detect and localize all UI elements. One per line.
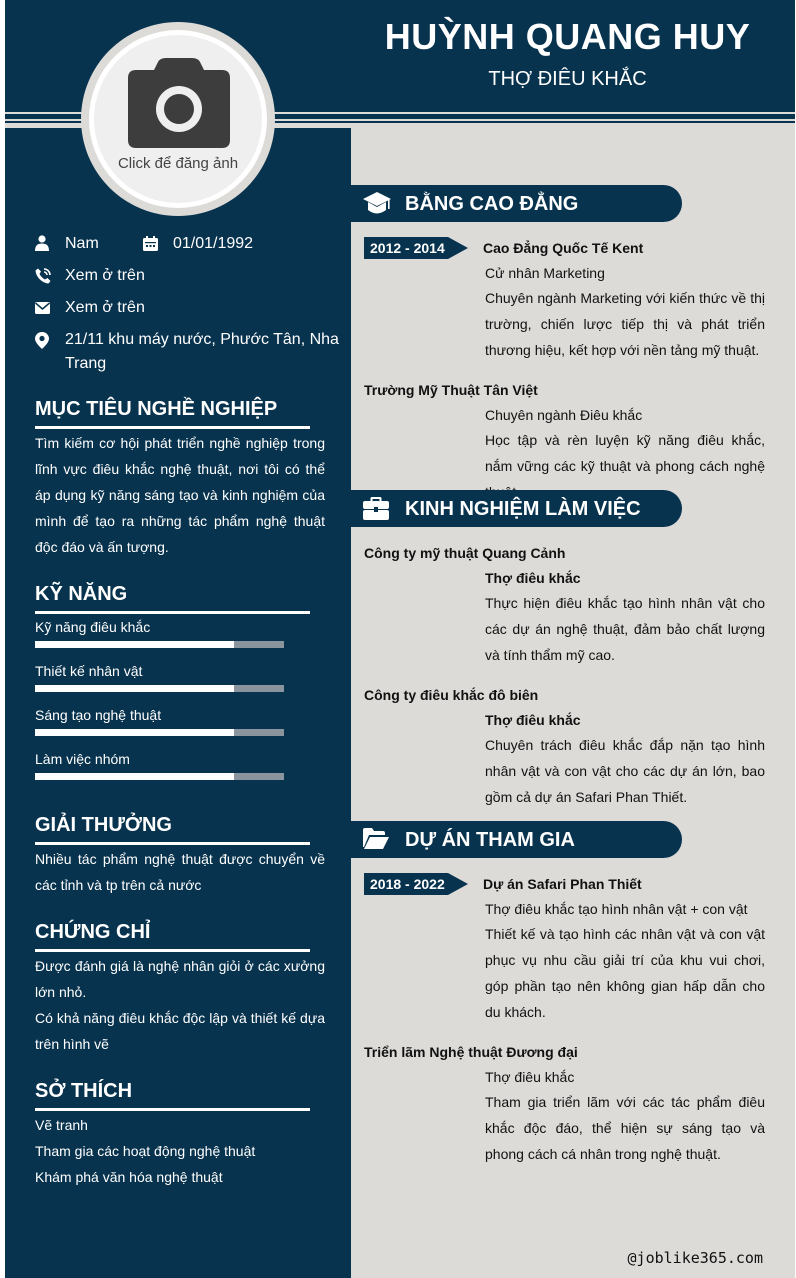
project-role: Thợ điêu khắc xyxy=(485,1069,575,1085)
email-value: Xem ở trên xyxy=(65,299,145,316)
skill-bar xyxy=(35,729,284,736)
gender-value: Nam xyxy=(65,235,99,252)
projects-banner xyxy=(350,821,682,858)
education-title: BẰNG CAO ĐẲNG xyxy=(405,193,579,215)
project-desc: Tham gia triển lãm với các tác phẩm điêu khắc độc đáo, thể hiện sự sáng tạo và phong cách cá nhân trong nghệ thuật. xyxy=(485,1094,765,1162)
camera-icon[interactable] xyxy=(126,58,232,155)
skill-bar-fill xyxy=(35,729,234,736)
awards-text: Nhiều tác phẩm nghệ thuật được chuyển về các tỉnh và tp trên cả nước xyxy=(35,851,325,893)
project-name: Dự án Safari Phan Thiết xyxy=(483,876,642,892)
education-school: Cao Đẳng Quốc Tế Kent xyxy=(483,240,644,256)
awards-title: GIẢI THƯỞNG xyxy=(35,814,172,836)
footer-credit: @joblike365.com xyxy=(627,1249,763,1267)
skill-bar xyxy=(35,641,284,648)
project-name: Triển lãm Nghệ thuật Đương đại xyxy=(364,1044,578,1060)
education-date: 2012 - 2014 xyxy=(370,240,445,256)
hobby-item: Khám phá văn hóa nghệ thuật xyxy=(35,1169,223,1185)
sidebar xyxy=(5,128,351,1278)
phone-value: Xem ở trên xyxy=(65,267,145,284)
birthday-value: 01/01/1992 xyxy=(173,235,254,252)
certificates-title: CHỨNG CHỈ xyxy=(35,921,151,943)
objective-title: MỤC TIÊU NGHỀ NGHIỆP xyxy=(35,398,278,420)
education-degree: Cử nhân Marketing xyxy=(485,265,605,281)
cv-page xyxy=(5,0,795,1278)
certificate-item: Có khả năng điêu khắc độc lập và thiết kế dựa trên hình vẽ xyxy=(35,1010,325,1052)
hobby-item: Vẽ tranh xyxy=(35,1117,88,1133)
experience-company: Công ty điêu khắc đô biên xyxy=(364,687,539,703)
folder-open-icon xyxy=(363,827,389,854)
skill-label: Thiết kế nhân vật xyxy=(35,663,143,679)
experience-title: KINH NGHIỆM LÀM VIỆC xyxy=(405,498,641,520)
experience-desc: Thực hiện điêu khắc tạo hình nhân vật cho các dự án nghệ thuật, đảm bảo chất lượng và tính thẩm mỹ cao. xyxy=(485,595,765,663)
education-desc: Chuyên ngành Marketing với kiến thức về thị trường, chiến lược tiếp thị và phát triển thương hiệu, kết hợp với nền tảng mỹ thuật. xyxy=(485,290,765,358)
skill-bar-fill xyxy=(35,641,234,648)
job-title: THỢ ĐIÊU KHẮC xyxy=(488,68,647,90)
mail-icon xyxy=(35,301,51,317)
skill-bar xyxy=(35,685,284,692)
experience-company: Công ty mỹ thuật Quang Cảnh xyxy=(364,545,566,561)
user-icon xyxy=(35,235,51,251)
hobbies-title: SỞ THÍCH xyxy=(35,1080,133,1102)
projects-title: DỰ ÁN THAM GIA xyxy=(405,829,575,851)
skill-bar xyxy=(35,773,284,780)
skill-label: Sáng tạo nghệ thuật xyxy=(35,707,162,723)
calendar-icon xyxy=(143,236,159,252)
phone-icon xyxy=(35,268,51,284)
location-icon xyxy=(35,332,51,348)
project-date: 2018 - 2022 xyxy=(370,876,445,892)
objective-text: Tìm kiếm cơ hội phát triển nghề nghiệp trong lĩnh vực điêu khắc nghệ thuật, nơi tôi có thể áp dụng kỹ năng sáng tạo và kinh nghiệm của mình để tạo ra những tác phẩm nghệ thuật độc đáo và ấn tượng. xyxy=(35,435,325,555)
experience-banner xyxy=(350,490,682,527)
experience-role: Thợ điêu khắc xyxy=(485,570,581,586)
awards-divider xyxy=(35,842,310,845)
candidate-name: HUỲNH QUANG HUY xyxy=(384,16,751,57)
skill-bar-fill xyxy=(35,773,234,780)
skills-divider xyxy=(35,611,310,614)
project-desc: Thiết kế và tạo hình các nhân vật và con vật phục vụ nhu cầu giải trí của khu vui chơi, góp phần tạo nên không gian hấp dẫn cho du khách. xyxy=(485,926,765,1020)
education-desc: Học tập và rèn luyện kỹ năng điêu khắc, nắm vững các kỹ thuật và phong cách nghệ xyxy=(485,432,765,474)
skill-label: Làm việc nhóm xyxy=(35,751,130,767)
address-value: 21/11 khu máy nước, Phước Tân, Nha Trang xyxy=(65,331,339,372)
avatar-upload-label[interactable]: Click để đăng ảnh xyxy=(117,155,239,172)
experience-desc: Chuyên trách điêu khắc đắp nặn tạo hình nhân vật và con vật cho các dự án lớn, bao gồm cả dự án Safari Phan Thiết. xyxy=(485,737,765,805)
certificate-item: Được đánh giá là nghệ nhân giỏi ở các xưởng lớn nhỏ. xyxy=(35,958,325,1000)
skills-title: KỸ NĂNG xyxy=(35,583,128,605)
graduation-cap-icon xyxy=(363,191,391,222)
project-role: Thợ điêu khắc tạo hình nhân vật + con vật xyxy=(485,901,748,917)
hobby-item: Tham gia các hoạt động nghệ thuật xyxy=(35,1143,256,1159)
briefcase-icon xyxy=(363,496,389,525)
education-school: Trường Mỹ Thuật Tân Việt xyxy=(364,382,538,398)
objective-divider xyxy=(35,426,310,429)
skill-bar-fill xyxy=(35,685,234,692)
experience-role: Thợ điêu khắc xyxy=(485,712,581,728)
hobbies-divider xyxy=(35,1108,310,1111)
certificates-divider xyxy=(35,949,310,952)
education-banner xyxy=(350,185,682,222)
skill-label: Kỹ năng điêu khắc xyxy=(35,619,151,635)
education-degree: Chuyên ngành Điêu khắc xyxy=(485,407,643,423)
